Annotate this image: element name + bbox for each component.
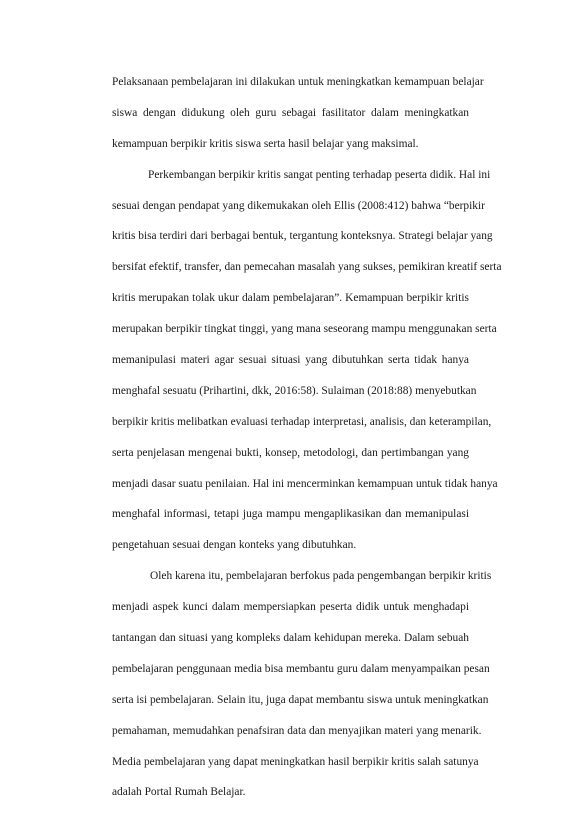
- text-line: Oleh karena itu, pembelajaran berfokus pada pengembangan berpikir kritis: [150, 570, 492, 583]
- paragraph: [112, 67, 484, 160]
- text-line: kritis bisa terdiri dari berbagai bentuk, tergantung konteksnya. Strategi belajar yang: [112, 230, 493, 243]
- text-line: Perkembangan berpikir kritis sangat penting terhadap peserta didik. Hal ini: [148, 168, 491, 181]
- text-line: Pelaksanaan pembelajaran ini dilakukan untuk meningkatkan kemampuan belajar: [112, 76, 484, 88]
- text-line: siswa dengan didukung oleh guru sebagai fasilitator dalam meningkatkan: [112, 106, 469, 119]
- text-line: tantangan dan situasi yang kompleks dalam kehidupan mereka. Dalam sebuah: [112, 632, 469, 645]
- body-text: [112, 67, 502, 808]
- text-line: kemampuan berpikir kritis siswa serta hasil belajar yang maksimal.: [112, 137, 419, 150]
- text-line: pemahaman, memudahkan penafsiran data dan menyajikan materi yang menarik.: [112, 724, 482, 737]
- text-line: berpikir kritis melibatkan evaluasi terhadap interpretasi, analisis, dan keterampilan,: [112, 415, 492, 428]
- text-line: Media pembelajaran yang dapat meningkatkan hasil berpikir kritis salah satunya: [112, 755, 479, 768]
- text-line: pengetahuan sesuai dengan konteks yang dibutuhkan.: [112, 539, 357, 552]
- text-line: pembelajaran penggunaan media bisa membantu guru dalam menyampaikan pesan: [112, 662, 490, 675]
- text-line: adalah Portal Rumah Belajar.: [112, 786, 246, 799]
- text-line: menjadi dasar suatu penilaian. Hal ini mencerminkan kemampuan untuk tidak hanya: [112, 477, 498, 490]
- text-line: memanipulasi materi agar sesuai situasi yang dibutuhkan serta tidak hanya: [112, 354, 469, 367]
- text-line: menghafal sesuatu (Prihartini, dkk, 2016:58). Sulaiman (2018:88) menyebutkan: [112, 384, 477, 397]
- text-line: merupakan berpikir tingkat tinggi, yang mana seseorang mampu menggunakan serta: [112, 323, 497, 336]
- text-line: serta isi pembelajaran. Selain itu, juga dapat membantu siswa untuk meningkatkan: [112, 693, 489, 706]
- text-line: serta penjelasan mengenai bukti, konsep, metodologi, dan pertimbangan yang: [112, 446, 469, 459]
- text-line: bersifat efektif, transfer, dan pemecahan masalah yang sukses, pemikiran kreatif serta: [112, 261, 502, 274]
- paragraph: [112, 561, 492, 808]
- text-line: kritis merupakan tolak ukur dalam pembelajaran”. Kemampuan berpikir kritis: [112, 292, 469, 305]
- text-line: menjadi aspek kunci dalam mempersiapkan peserta didik untuk menghadapi: [112, 601, 469, 614]
- text-line: sesuai dengan pendapat yang dikemukakan oleh Ellis (2008:412) bahwa “berpikir: [112, 199, 485, 212]
- paragraph: [112, 160, 502, 562]
- text-line: menghafal informasi, tetapi juga mampu mengaplikasikan dan memanipulasi: [112, 508, 469, 521]
